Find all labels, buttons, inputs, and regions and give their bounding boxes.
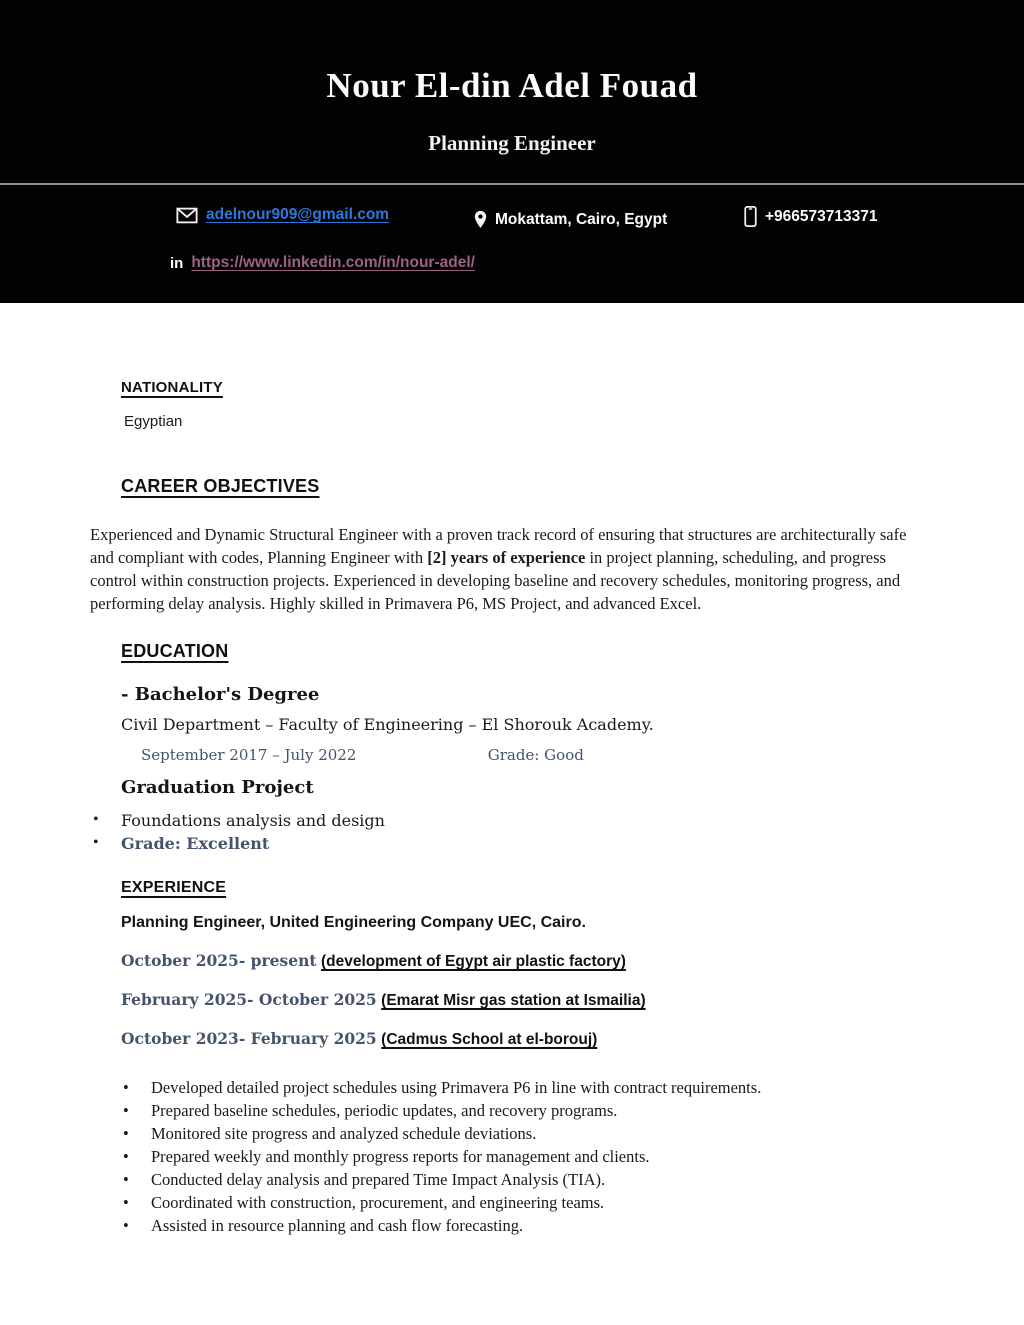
- company-line: Planning Engineer, United Engineering Company UEC, Cairo.: [121, 914, 586, 931]
- list-item: • Assisted in resource planning and cash flow forecasting.: [123, 1214, 1024, 1237]
- institution-line: Civil Department – Faculty of Engineering – El Shorouk Academy.: [121, 715, 654, 734]
- job-title: Planning Engineer: [428, 131, 596, 155]
- list-item: • Coordinated with construction, procurement, and engineering teams.: [123, 1191, 1024, 1214]
- objective-text-bold: [2] years of experience: [427, 548, 586, 567]
- role-dates: October 2025- present: [121, 951, 317, 970]
- header-divider: [0, 183, 1024, 185]
- career-objectives-paragraph: [90, 523, 908, 615]
- list-item: [93, 834, 1024, 854]
- education-bullet-list: [0, 811, 1024, 854]
- objective-text-after: in project planning, scheduling, and progress control within construction projects. Experienced in developing baseline and recovery schedules, monitoring progress, and performing delay analysis. Highly skilled in Primavera P6, MS Project, and advanced Excel.: [90, 548, 901, 613]
- experience-role: [121, 1029, 1024, 1049]
- role-project: (development of Egypt air plastic factory): [321, 953, 626, 970]
- nationality-value: Egyptian: [124, 413, 183, 430]
- section-heading-experience: EXPERIENCE: [121, 879, 227, 896]
- section-heading-career-objectives: CAREER OBJECTIVES: [121, 476, 320, 496]
- email-link[interactable]: adelnour909@gmail.com: [206, 206, 390, 223]
- objective-text-before: Experienced and Dynamic Structural Engineer with a proven track record of ensuring that structures are architecturally safe and compliant with codes, Planning Engineer with: [90, 525, 907, 567]
- experience-role: [121, 951, 1024, 971]
- education-dates-row: [141, 746, 1024, 764]
- education-grade: Grade: Good: [487, 746, 584, 764]
- graduation-project-heading: Graduation Project: [121, 777, 314, 798]
- role-dates: February 2025- October 2025: [121, 990, 377, 1009]
- header-banner: [0, 0, 1024, 303]
- list-item: [93, 811, 1024, 831]
- linkedin-link[interactable]: https://www.linkedin.com/in/nour-adel/: [191, 254, 475, 271]
- list-item: • Developed detailed project schedules using Primavera P6 in line with contract requirements.: [123, 1076, 1024, 1099]
- page-title: Nour El-din Adel Fouad: [326, 66, 698, 105]
- experience-role: [121, 990, 1024, 1010]
- contact-location: [474, 210, 667, 229]
- contact-phone: [744, 206, 878, 227]
- location-text: Mokattam, Cairo, Egypt: [495, 210, 668, 228]
- phone-text: +966573713371: [765, 207, 878, 225]
- list-item: • Conducted delay analysis and prepared Time Impact Analysis (TIA).: [123, 1168, 1024, 1191]
- section-heading-education: EDUCATION: [121, 641, 229, 661]
- section-heading-nationality: NATIONALITY: [121, 379, 223, 396]
- contact-email: [176, 206, 389, 224]
- education-grade-excellent: Grade: Excellent: [121, 834, 270, 853]
- education-bullet-text: Foundations analysis and design: [121, 811, 385, 830]
- role-project: (Emarat Misr gas station at Ismailia): [381, 992, 646, 1009]
- list-item: • Prepared baseline schedules, periodic updates, and recovery programs.: [123, 1099, 1024, 1122]
- envelope-icon: [176, 207, 198, 224]
- role-dates: October 2023- February 2025: [121, 1029, 377, 1048]
- phone-icon: [744, 206, 757, 227]
- education-dates: September 2017 – July 2022: [141, 746, 357, 764]
- linkedin-icon: in: [170, 254, 184, 272]
- role-project: (Cadmus School at el-borouj): [381, 1031, 598, 1048]
- contact-linkedin: [170, 254, 475, 272]
- experience-bullet-list: [0, 1076, 1024, 1237]
- location-pin-icon: [474, 210, 487, 229]
- degree-title: - Bachelor's Degree: [121, 684, 320, 705]
- list-item: • Prepared weekly and monthly progress reports for management and clients.: [123, 1145, 1024, 1168]
- list-item: • Monitored site progress and analyzed schedule deviations.: [123, 1122, 1024, 1145]
